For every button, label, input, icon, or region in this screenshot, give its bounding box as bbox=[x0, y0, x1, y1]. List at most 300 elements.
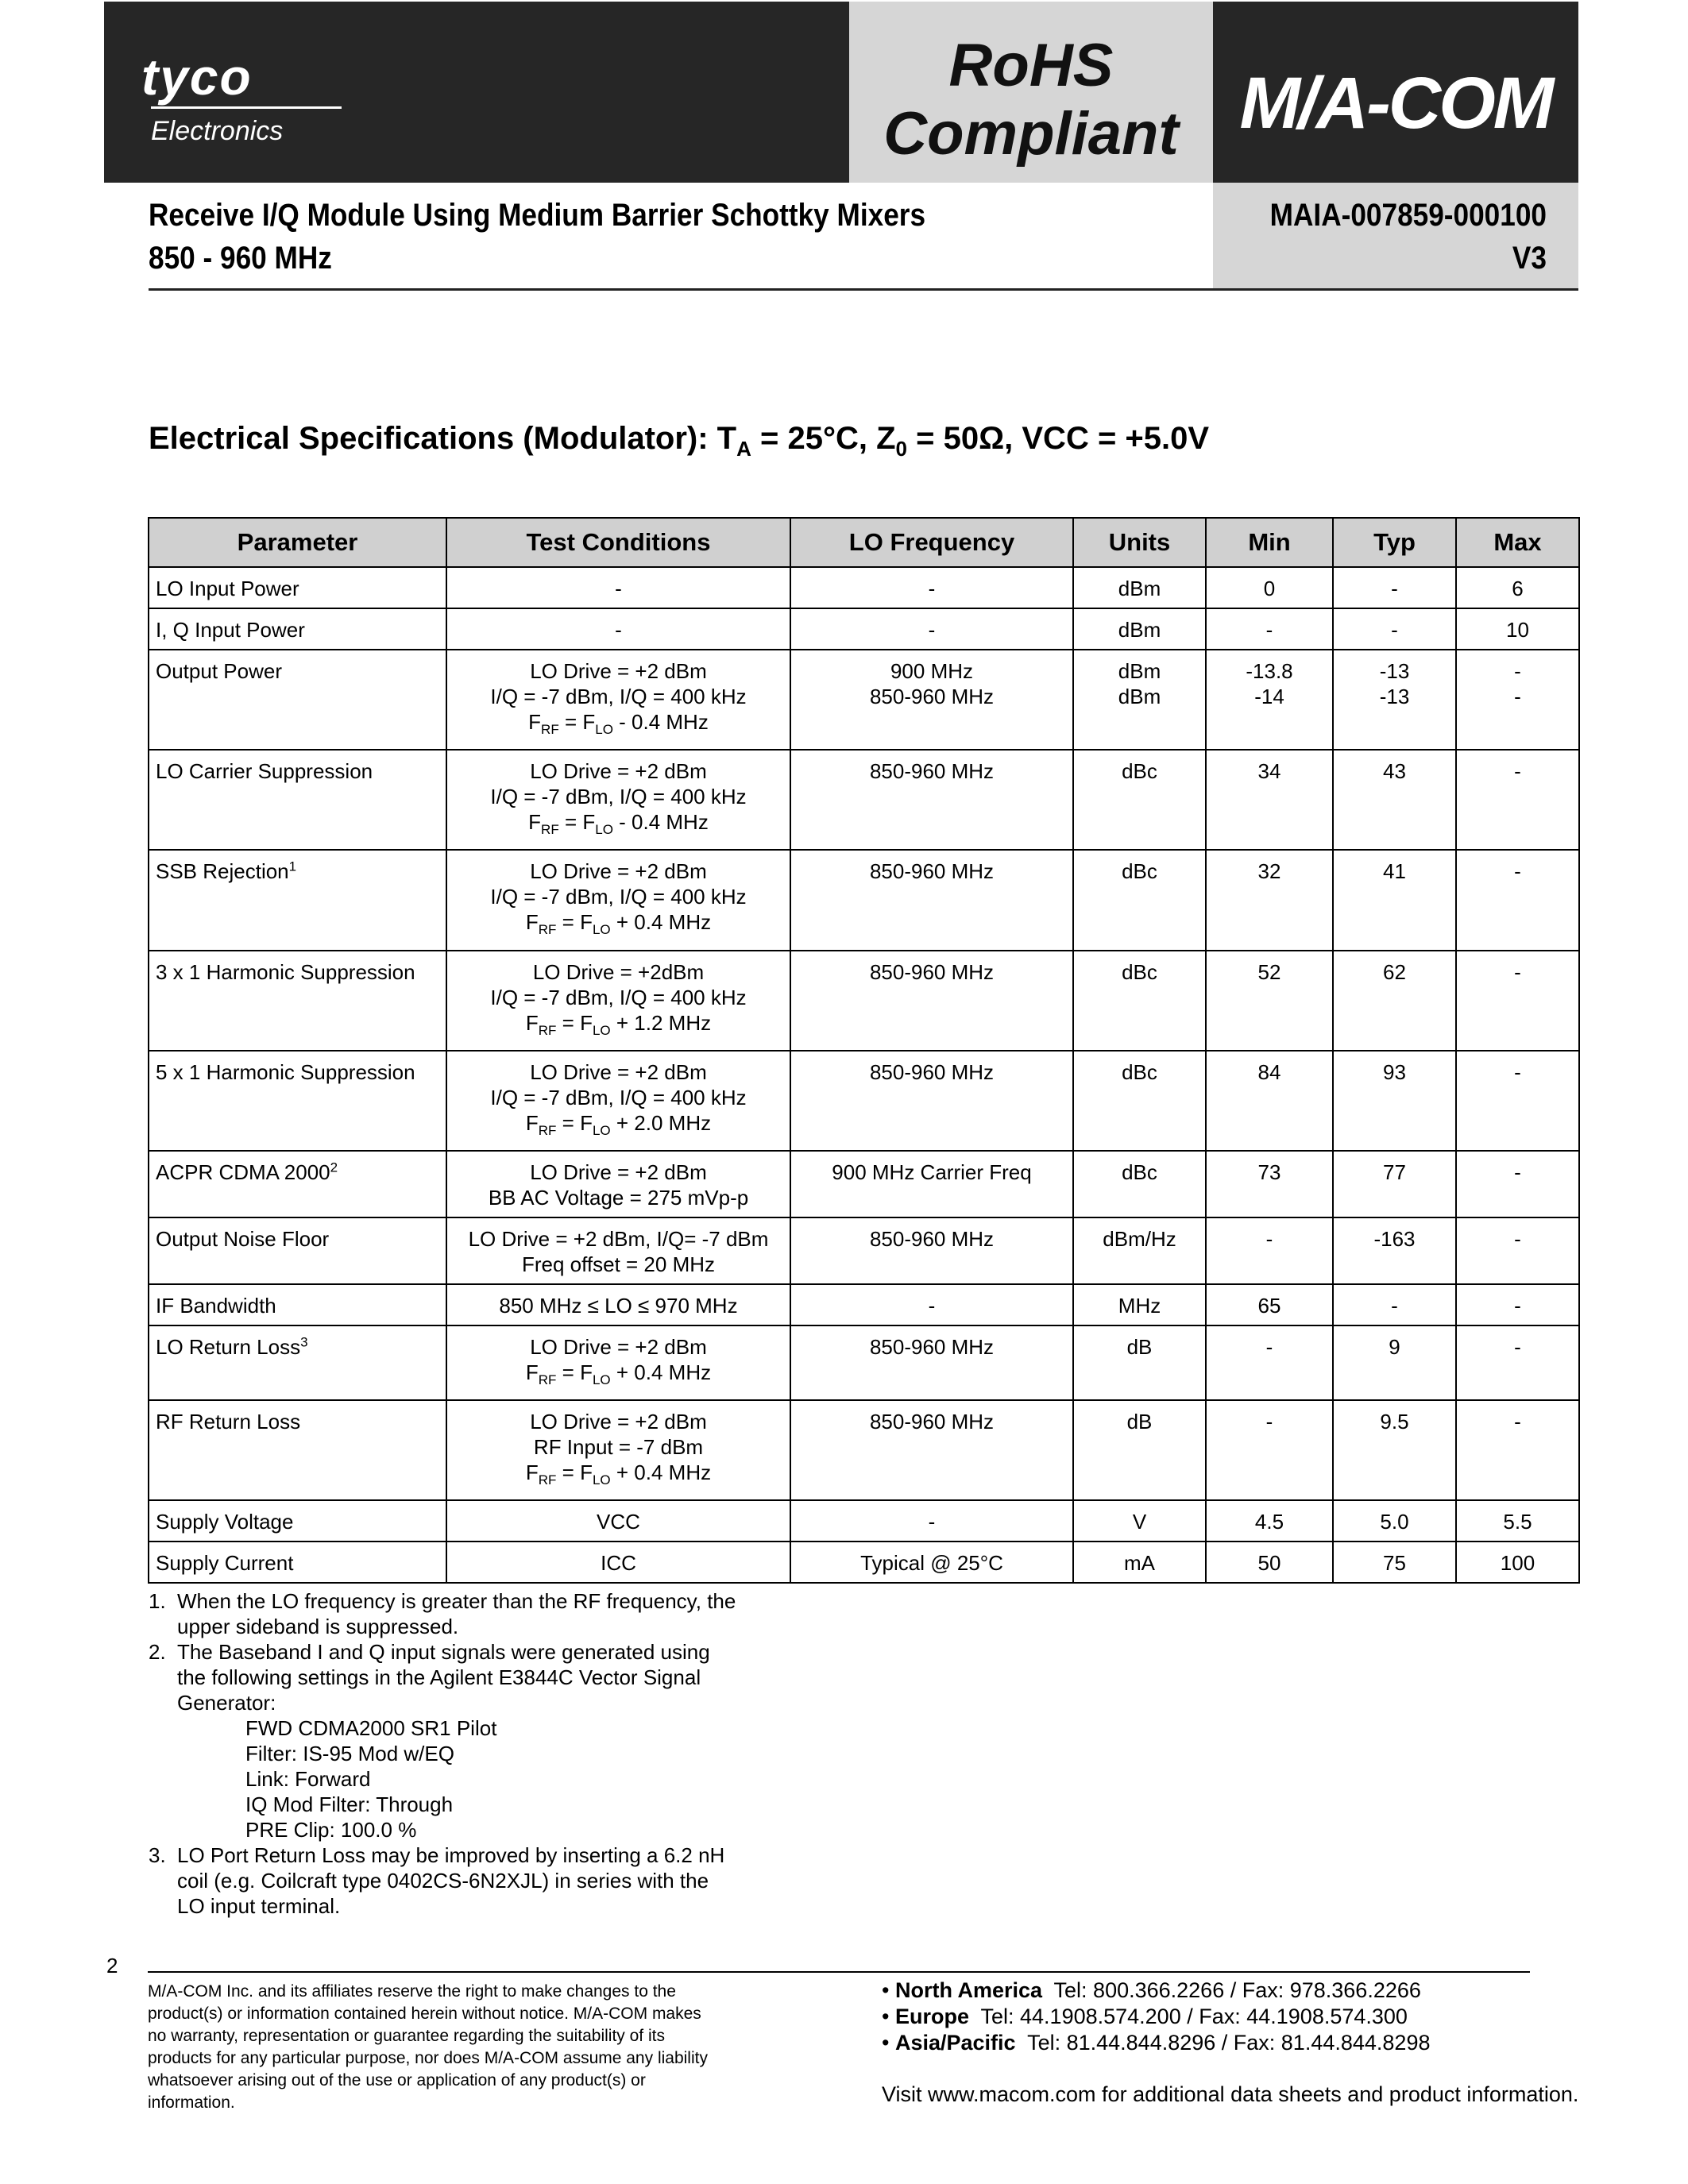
title-line1: Receive I/Q Module Using Medium Barrier Schottky Mixers bbox=[149, 198, 926, 233]
max-value: 100 bbox=[1500, 1551, 1535, 1576]
max-value: - bbox=[1514, 1410, 1521, 1434]
cell-typ bbox=[1333, 1500, 1456, 1542]
asia-pacific-contact: Tel: 81.44.844.8296 / Fax: 81.44.844.8298 bbox=[1027, 2031, 1431, 2055]
footnote-1-line2: upper sideband is suppressed. bbox=[177, 1615, 459, 1638]
footnote-2-setting-3: Link: Forward bbox=[245, 1767, 371, 1791]
tyco-logo-rule bbox=[151, 106, 342, 109]
cell-max bbox=[1456, 650, 1579, 750]
cell-min bbox=[1206, 1500, 1333, 1542]
test-conditions-value: Freq offset = 20 MHz bbox=[521, 1252, 715, 1276]
min-value: 0 bbox=[1263, 577, 1276, 600]
min-value: 32 bbox=[1257, 859, 1281, 884]
lo-frequency-value: 850-960 MHz bbox=[869, 1059, 995, 1084]
lo-frequency-value: 900 MHz Carrier Freq bbox=[832, 1160, 1032, 1184]
cell-typ bbox=[1333, 850, 1456, 950]
cell-typ bbox=[1333, 1325, 1456, 1400]
contact-asia-pacific: • Asia/Pacific Tel: 81.44.844.8296 / Fax: 81.44.844.8298 bbox=[882, 2031, 1431, 2055]
header-units: Units bbox=[1073, 518, 1206, 567]
min-value: 65 bbox=[1257, 1293, 1281, 1318]
test-conditions-value: LO Drive = +2 dBm bbox=[530, 759, 707, 784]
table-row bbox=[149, 850, 1579, 950]
max-value: - bbox=[1514, 685, 1521, 708]
units-value: dBc bbox=[1122, 959, 1157, 984]
cell-test-conditions bbox=[446, 951, 790, 1051]
cell-lo-frequency bbox=[790, 567, 1073, 608]
parameter-name: LO Input Power bbox=[156, 577, 299, 600]
cell-max bbox=[1456, 1500, 1579, 1542]
footer-divider bbox=[148, 1971, 1530, 1973]
min-value: - bbox=[1265, 1334, 1273, 1359]
disclaimer-line5: whatsoever arising out of the use or application of any product(s) or bbox=[148, 2071, 646, 2089]
min-value: 52 bbox=[1257, 959, 1281, 984]
footnote-3-line2: coil (e.g. Coilcraft type 0402CS-6N2XJL) in series with the bbox=[177, 1869, 709, 1893]
cell-parameter bbox=[149, 1542, 446, 1583]
max-value: - bbox=[1514, 1160, 1521, 1184]
cell-units bbox=[1073, 650, 1206, 750]
disclaimer-line3: no warranty, representation or guarantee regarding the suitability of its bbox=[148, 2027, 665, 2045]
footnote-3-line1: LO Port Return Loss may be improved by inserting a 6.2 nH bbox=[177, 1843, 725, 1867]
cell-typ bbox=[1333, 650, 1456, 750]
cell-min bbox=[1206, 1051, 1333, 1151]
table-header-row bbox=[149, 518, 1579, 567]
min-value: - bbox=[1265, 1226, 1273, 1251]
cell-lo-frequency bbox=[790, 650, 1073, 750]
cell-typ bbox=[1333, 1151, 1456, 1217]
max-value: - bbox=[1514, 659, 1521, 683]
cell-units bbox=[1073, 608, 1206, 650]
cell-parameter bbox=[149, 1400, 446, 1500]
cell-lo-frequency bbox=[790, 850, 1073, 950]
cell-max bbox=[1456, 1400, 1579, 1500]
cell-min bbox=[1206, 650, 1333, 750]
lo-frequency-value: 850-960 MHz bbox=[869, 959, 995, 984]
parameter-name: IF Bandwidth bbox=[156, 1293, 276, 1318]
max-value: - bbox=[1514, 1226, 1521, 1251]
north-america-contact: Tel: 800.366.2266 / Fax: 978.366.2266 bbox=[1053, 1978, 1421, 2002]
parameter-name: LO Return Loss bbox=[156, 1334, 301, 1359]
min-value: - bbox=[1265, 618, 1273, 642]
cell-lo-frequency bbox=[790, 608, 1073, 650]
test-conditions-value: I/Q = -7 dBm, I/Q = 400 kHz bbox=[490, 685, 747, 708]
units-value: MHz bbox=[1118, 1293, 1161, 1318]
footnote-3-number: 3. bbox=[149, 1843, 166, 1867]
test-conditions-value: $F_{RF} = F_{LO} + 2.0$ MHz bbox=[525, 1110, 712, 1138]
table-row bbox=[149, 1325, 1579, 1400]
electrical-specifications-table bbox=[148, 517, 1580, 1584]
parameter-name: Output Noise Floor bbox=[156, 1226, 330, 1251]
cell-lo-frequency bbox=[790, 1500, 1073, 1542]
test-conditions-value: VCC bbox=[597, 1510, 640, 1534]
lo-frequency-value: 850-960 MHz bbox=[869, 685, 995, 708]
table-row bbox=[149, 650, 1579, 750]
cell-units bbox=[1073, 1542, 1206, 1583]
cell-units bbox=[1073, 1325, 1206, 1400]
cell-test-conditions bbox=[446, 650, 790, 750]
cell-typ bbox=[1333, 1284, 1456, 1325]
units-value: dBm/Hz bbox=[1103, 1226, 1176, 1251]
footnote-2 bbox=[149, 1639, 736, 1843]
cell-max bbox=[1456, 951, 1579, 1051]
footnote-ref: 1 bbox=[288, 859, 297, 874]
cell-min bbox=[1206, 1542, 1333, 1583]
rohs-compliant-badge bbox=[849, 32, 1213, 168]
test-conditions-value: LO Drive = +2 dBm bbox=[530, 1334, 707, 1359]
typ-value: 9 bbox=[1389, 1334, 1400, 1359]
footnote-2-line3: Generator: bbox=[177, 1691, 276, 1715]
units-value: dBm bbox=[1118, 685, 1161, 708]
cell-typ bbox=[1333, 750, 1456, 850]
test-conditions-value: LO Drive = +2 dBm bbox=[530, 659, 707, 683]
cell-lo-frequency bbox=[790, 1325, 1073, 1400]
min-value: 73 bbox=[1257, 1160, 1281, 1184]
version-label: V3 bbox=[1512, 241, 1547, 276]
footnote-3-line3: LO input terminal. bbox=[177, 1894, 341, 1918]
cell-units bbox=[1073, 951, 1206, 1051]
table-row bbox=[149, 750, 1579, 850]
max-value: - bbox=[1514, 959, 1521, 984]
header-min: Min bbox=[1206, 518, 1333, 567]
parameter-name: Supply Current bbox=[156, 1551, 294, 1576]
typ-value: 77 bbox=[1383, 1160, 1406, 1184]
lo-frequency-value: - bbox=[928, 1510, 936, 1534]
parameter-name: RF Return Loss bbox=[156, 1410, 301, 1434]
parameter-name: LO Carrier Suppression bbox=[156, 759, 373, 784]
cell-parameter bbox=[149, 567, 446, 608]
footnote-1-number: 1. bbox=[149, 1589, 166, 1613]
min-value: 50 bbox=[1257, 1551, 1281, 1576]
test-conditions-value: RF Input = -7 dBm bbox=[533, 1435, 704, 1460]
units-value: mA bbox=[1124, 1551, 1155, 1576]
test-conditions-value: LO Drive = +2dBm bbox=[532, 959, 705, 984]
cell-lo-frequency bbox=[790, 1400, 1073, 1500]
macom-logo: M/A-COM bbox=[1239, 63, 1552, 144]
cell-lo-frequency bbox=[790, 1284, 1073, 1325]
cell-lo-frequency bbox=[790, 951, 1073, 1051]
part-number-block bbox=[1253, 194, 1547, 280]
units-value: dBc bbox=[1122, 1059, 1157, 1084]
cell-max bbox=[1456, 567, 1579, 608]
lo-frequency-value: 850-960 MHz bbox=[869, 1226, 995, 1251]
cell-max bbox=[1456, 1051, 1579, 1151]
cell-parameter bbox=[149, 1284, 446, 1325]
cell-min bbox=[1206, 750, 1333, 850]
europe-label: Europe bbox=[894, 2005, 969, 2028]
footnote-ref: 3 bbox=[300, 1334, 308, 1350]
rohs-line1: RoHS bbox=[948, 32, 1114, 99]
cell-lo-frequency bbox=[790, 750, 1073, 850]
table-row bbox=[149, 1500, 1579, 1542]
max-value: - bbox=[1514, 759, 1521, 784]
max-value: - bbox=[1514, 1334, 1521, 1359]
cell-parameter bbox=[149, 650, 446, 750]
units-value: dBm bbox=[1118, 618, 1161, 642]
units-value: dBc bbox=[1122, 759, 1157, 784]
asia-pacific-label: Asia/Pacific bbox=[894, 2031, 1016, 2055]
test-conditions-value: LO Drive = +2 dBm bbox=[530, 1059, 707, 1084]
test-conditions-value: $F_{RF} = F_{LO} + 1.2$ MHz bbox=[525, 1010, 712, 1038]
cell-typ bbox=[1333, 608, 1456, 650]
header-test-conditions: Test Conditions bbox=[446, 518, 790, 567]
max-value: 5.5 bbox=[1503, 1510, 1532, 1534]
lo-frequency-value: 900 MHz bbox=[890, 659, 974, 683]
contact-north-america: • North America Tel: 800.366.2266 / Fax: 978.366.2266 bbox=[882, 1978, 1421, 2002]
cell-min bbox=[1206, 567, 1333, 608]
typ-value: 75 bbox=[1383, 1551, 1406, 1576]
max-value: 10 bbox=[1506, 618, 1529, 642]
header-parameter: Parameter bbox=[149, 518, 446, 567]
typ-value: 41 bbox=[1383, 859, 1406, 884]
disclaimer-line4: products for any particular purpose, nor does M/A-COM assume any liability bbox=[148, 2049, 708, 2067]
footnotes bbox=[149, 1588, 736, 1919]
typ-value: 9.5 bbox=[1380, 1410, 1409, 1434]
cell-max bbox=[1456, 1151, 1579, 1217]
cell-max bbox=[1456, 1284, 1579, 1325]
section-heading-z-sub: 0 bbox=[895, 437, 907, 461]
cell-test-conditions bbox=[446, 1400, 790, 1500]
units-value: dBm bbox=[1118, 577, 1161, 600]
typ-value: - bbox=[1391, 577, 1398, 600]
table-row bbox=[149, 608, 1579, 650]
cell-test-conditions bbox=[446, 1284, 790, 1325]
cell-lo-frequency bbox=[790, 1151, 1073, 1217]
cell-test-conditions bbox=[446, 1217, 790, 1284]
tyco-electronics-text: Electronics bbox=[151, 116, 284, 146]
footer-disclaimer bbox=[148, 1981, 807, 2114]
min-value: -14 bbox=[1254, 685, 1284, 708]
cell-min bbox=[1206, 1151, 1333, 1217]
cell-min bbox=[1206, 1284, 1333, 1325]
typ-value: 43 bbox=[1383, 759, 1406, 784]
min-value: 4.5 bbox=[1254, 1510, 1284, 1534]
max-value: - bbox=[1514, 859, 1521, 884]
typ-value: - bbox=[1391, 1293, 1398, 1318]
typ-value: 93 bbox=[1383, 1059, 1406, 1084]
footnote-ref: 2 bbox=[330, 1160, 338, 1175]
cell-lo-frequency bbox=[790, 1051, 1073, 1151]
rohs-line2: Compliant bbox=[883, 100, 1179, 168]
part-number: MAIA-007859-000100 bbox=[1269, 198, 1547, 233]
cell-typ bbox=[1333, 1051, 1456, 1151]
cell-units bbox=[1073, 1284, 1206, 1325]
cell-max bbox=[1456, 1217, 1579, 1284]
cell-units bbox=[1073, 1400, 1206, 1500]
europe-contact: Tel: 44.1908.574.200 / Fax: 44.1908.574.300 bbox=[980, 2005, 1408, 2028]
units-value: dB bbox=[1126, 1334, 1153, 1359]
cell-typ bbox=[1333, 951, 1456, 1051]
test-conditions-value: LO Drive = +2 dBm, I/Q= -7 dBm bbox=[468, 1226, 769, 1251]
test-conditions-value: I/Q = -7 dBm, I/Q = 400 kHz bbox=[490, 785, 747, 809]
parameter-name: Supply Voltage bbox=[156, 1510, 294, 1534]
test-conditions-value: I/Q = -7 dBm, I/Q = 400 kHz bbox=[490, 985, 747, 1009]
lo-frequency-value: 850-960 MHz bbox=[869, 759, 995, 784]
max-value: - bbox=[1514, 1293, 1521, 1318]
cell-parameter bbox=[149, 608, 446, 650]
table-row bbox=[149, 1151, 1579, 1217]
max-value: 6 bbox=[1512, 577, 1524, 600]
lo-frequency-value: 850-960 MHz bbox=[869, 859, 995, 884]
cell-typ bbox=[1333, 1542, 1456, 1583]
min-value: -13.8 bbox=[1246, 659, 1293, 683]
website-link-text[interactable]: Visit www.macom.com for additional data sheets and product information. bbox=[882, 2082, 1579, 2106]
typ-value: 5.0 bbox=[1380, 1510, 1409, 1534]
test-conditions-value: I/Q = -7 dBm, I/Q = 400 kHz bbox=[490, 885, 747, 909]
section-heading-ta-sub: A bbox=[736, 437, 751, 461]
min-value: - bbox=[1265, 1410, 1273, 1434]
test-conditions-value: BB AC Voltage = 275 mVp-p bbox=[488, 1185, 749, 1210]
footer-contacts bbox=[882, 1978, 1430, 2056]
lo-frequency-value: - bbox=[928, 1293, 936, 1318]
disclaimer-line1: M/A-COM Inc. and its affiliates reserve the right to make changes to the bbox=[148, 1982, 676, 2001]
parameter-name: ACPR CDMA 2000 bbox=[156, 1160, 330, 1184]
lo-frequency-value: - bbox=[928, 577, 936, 600]
max-value: - bbox=[1514, 1059, 1521, 1084]
cell-min bbox=[1206, 1400, 1333, 1500]
test-conditions-value: - bbox=[615, 577, 622, 600]
units-value: dBc bbox=[1122, 1160, 1157, 1184]
min-value: 34 bbox=[1257, 759, 1281, 784]
test-conditions-value: $F_{RF} = F_{LO} - 0.4$ MHz bbox=[528, 710, 709, 738]
min-value: 84 bbox=[1257, 1059, 1281, 1084]
cell-test-conditions bbox=[446, 1151, 790, 1217]
cell-min bbox=[1206, 1325, 1333, 1400]
cell-units bbox=[1073, 567, 1206, 608]
cell-units bbox=[1073, 750, 1206, 850]
test-conditions-value: 850 MHz ≤ LO ≤ 970 MHz bbox=[499, 1293, 738, 1318]
cell-test-conditions bbox=[446, 1051, 790, 1151]
typ-value: 62 bbox=[1383, 959, 1406, 984]
cell-test-conditions bbox=[446, 608, 790, 650]
cell-test-conditions bbox=[446, 1500, 790, 1542]
cell-test-conditions bbox=[446, 850, 790, 950]
disclaimer-line2: product(s) or information contained herein without notice. M/A-COM makes bbox=[148, 2005, 701, 2023]
header-lo-frequency: LO Frequency bbox=[790, 518, 1073, 567]
cell-lo-frequency bbox=[790, 1217, 1073, 1284]
lo-frequency-value: 850-960 MHz bbox=[869, 1410, 995, 1434]
table-row bbox=[149, 1217, 1579, 1284]
parameter-name: 3 x 1 Harmonic Suppression bbox=[156, 959, 415, 984]
lo-frequency-value: Typical @ 25°C bbox=[860, 1551, 1003, 1576]
footnote-2-setting-4: IQ Mod Filter: Through bbox=[245, 1792, 454, 1816]
typ-value: -13 bbox=[1379, 685, 1410, 708]
test-conditions-value: I/Q = -7 dBm, I/Q = 400 kHz bbox=[490, 1085, 747, 1109]
cell-parameter bbox=[149, 1217, 446, 1284]
title-divider bbox=[149, 288, 1578, 291]
footnote-2-setting-1: FWD CDMA2000 SR1 Pilot bbox=[245, 1716, 497, 1740]
cell-test-conditions bbox=[446, 567, 790, 608]
test-conditions-value: LO Drive = +2 dBm bbox=[530, 1410, 707, 1434]
document-title bbox=[149, 194, 925, 280]
cell-parameter bbox=[149, 1051, 446, 1151]
test-conditions-value: $F_{RF} = F_{LO} - 0.4$ MHz bbox=[528, 810, 709, 838]
north-america-label: North America bbox=[894, 1978, 1043, 2002]
disclaimer-line6: information. bbox=[148, 2093, 235, 2112]
section-heading bbox=[149, 421, 1209, 461]
parameter-name: I, Q Input Power bbox=[156, 618, 305, 642]
section-heading-mid: = 25°C, Z bbox=[751, 421, 896, 456]
units-value: V bbox=[1132, 1510, 1147, 1534]
header-max: Max bbox=[1456, 518, 1579, 567]
cell-min bbox=[1206, 608, 1333, 650]
cell-min bbox=[1206, 951, 1333, 1051]
lo-frequency-value: - bbox=[928, 618, 936, 642]
cell-parameter bbox=[149, 750, 446, 850]
section-heading-suffix: = 50Ω, VCC = +5.0V bbox=[907, 421, 1210, 456]
footnote-2-line1: The Baseband I and Q input signals were generated using bbox=[177, 1640, 710, 1664]
cell-test-conditions bbox=[446, 1542, 790, 1583]
cell-parameter bbox=[149, 1500, 446, 1542]
typ-value: -13 bbox=[1379, 659, 1410, 683]
contact-europe: • Europe Tel: 44.1908.574.200 / Fax: 44.1908.574.300 bbox=[882, 2005, 1408, 2028]
cell-min bbox=[1206, 1217, 1333, 1284]
cell-units bbox=[1073, 1217, 1206, 1284]
tyco-logo: tyco bbox=[141, 48, 253, 106]
footnote-1-line1: When the LO frequency is greater than the RF frequency, the bbox=[177, 1589, 736, 1613]
parameter-name: Output Power bbox=[156, 659, 282, 683]
footnote-2-line2: the following settings in the Agilent E3844C Vector Signal bbox=[177, 1665, 701, 1689]
cell-parameter bbox=[149, 850, 446, 950]
section-heading-prefix: Electrical Specifications (Modulator): T bbox=[149, 421, 737, 456]
units-value: dB bbox=[1126, 1410, 1153, 1434]
cell-max bbox=[1456, 750, 1579, 850]
typ-value: - bbox=[1391, 618, 1398, 642]
parameter-name: 5 x 1 Harmonic Suppression bbox=[156, 1059, 415, 1084]
cell-parameter bbox=[149, 951, 446, 1051]
footnote-1 bbox=[149, 1588, 736, 1639]
header-typ: Typ bbox=[1333, 518, 1456, 567]
cell-typ bbox=[1333, 1217, 1456, 1284]
title-line2: 850 - 960 MHz bbox=[149, 241, 332, 276]
cell-units bbox=[1073, 850, 1206, 950]
units-value: dBc bbox=[1122, 859, 1157, 884]
test-conditions-value: ICC bbox=[601, 1551, 636, 1576]
table-row bbox=[149, 1284, 1579, 1325]
test-conditions-value: LO Drive = +2 dBm bbox=[530, 1160, 707, 1184]
cell-max bbox=[1456, 850, 1579, 950]
table-row bbox=[149, 567, 1579, 608]
cell-units bbox=[1073, 1500, 1206, 1542]
cell-units bbox=[1073, 1151, 1206, 1217]
page-number: 2 bbox=[106, 1954, 118, 1978]
table-row bbox=[149, 1400, 1579, 1500]
footnote-3 bbox=[149, 1843, 736, 1919]
test-conditions-value: $F_{RF} = F_{LO} + 0.4$ MHz bbox=[525, 1360, 712, 1388]
table-row bbox=[149, 951, 1579, 1051]
cell-typ bbox=[1333, 1400, 1456, 1500]
cell-units bbox=[1073, 1051, 1206, 1151]
cell-parameter bbox=[149, 1151, 446, 1217]
test-conditions-value: - bbox=[615, 618, 622, 642]
cell-typ bbox=[1333, 567, 1456, 608]
cell-lo-frequency bbox=[790, 1542, 1073, 1583]
units-value: dBm bbox=[1118, 659, 1161, 683]
cell-max bbox=[1456, 1325, 1579, 1400]
cell-parameter bbox=[149, 1325, 446, 1400]
cell-test-conditions bbox=[446, 1325, 790, 1400]
table-row bbox=[149, 1051, 1579, 1151]
footnote-2-setting-2: Filter: IS-95 Mod w/EQ bbox=[245, 1742, 454, 1765]
cell-test-conditions bbox=[446, 750, 790, 850]
cell-min bbox=[1206, 850, 1333, 950]
table-row bbox=[149, 1542, 1579, 1583]
lo-frequency-value: 850-960 MHz bbox=[869, 1334, 995, 1359]
cell-max bbox=[1456, 1542, 1579, 1583]
test-conditions-value: $F_{RF} = F_{LO} + 0.4$ MHz bbox=[525, 1461, 712, 1488]
cell-max bbox=[1456, 608, 1579, 650]
parameter-name: SSB Rejection bbox=[156, 859, 289, 884]
test-conditions-value: LO Drive = +2 dBm bbox=[530, 859, 707, 884]
footnote-2-setting-5: PRE Clip: 100.0 % bbox=[245, 1818, 417, 1842]
footnote-2-number: 2. bbox=[149, 1640, 166, 1664]
